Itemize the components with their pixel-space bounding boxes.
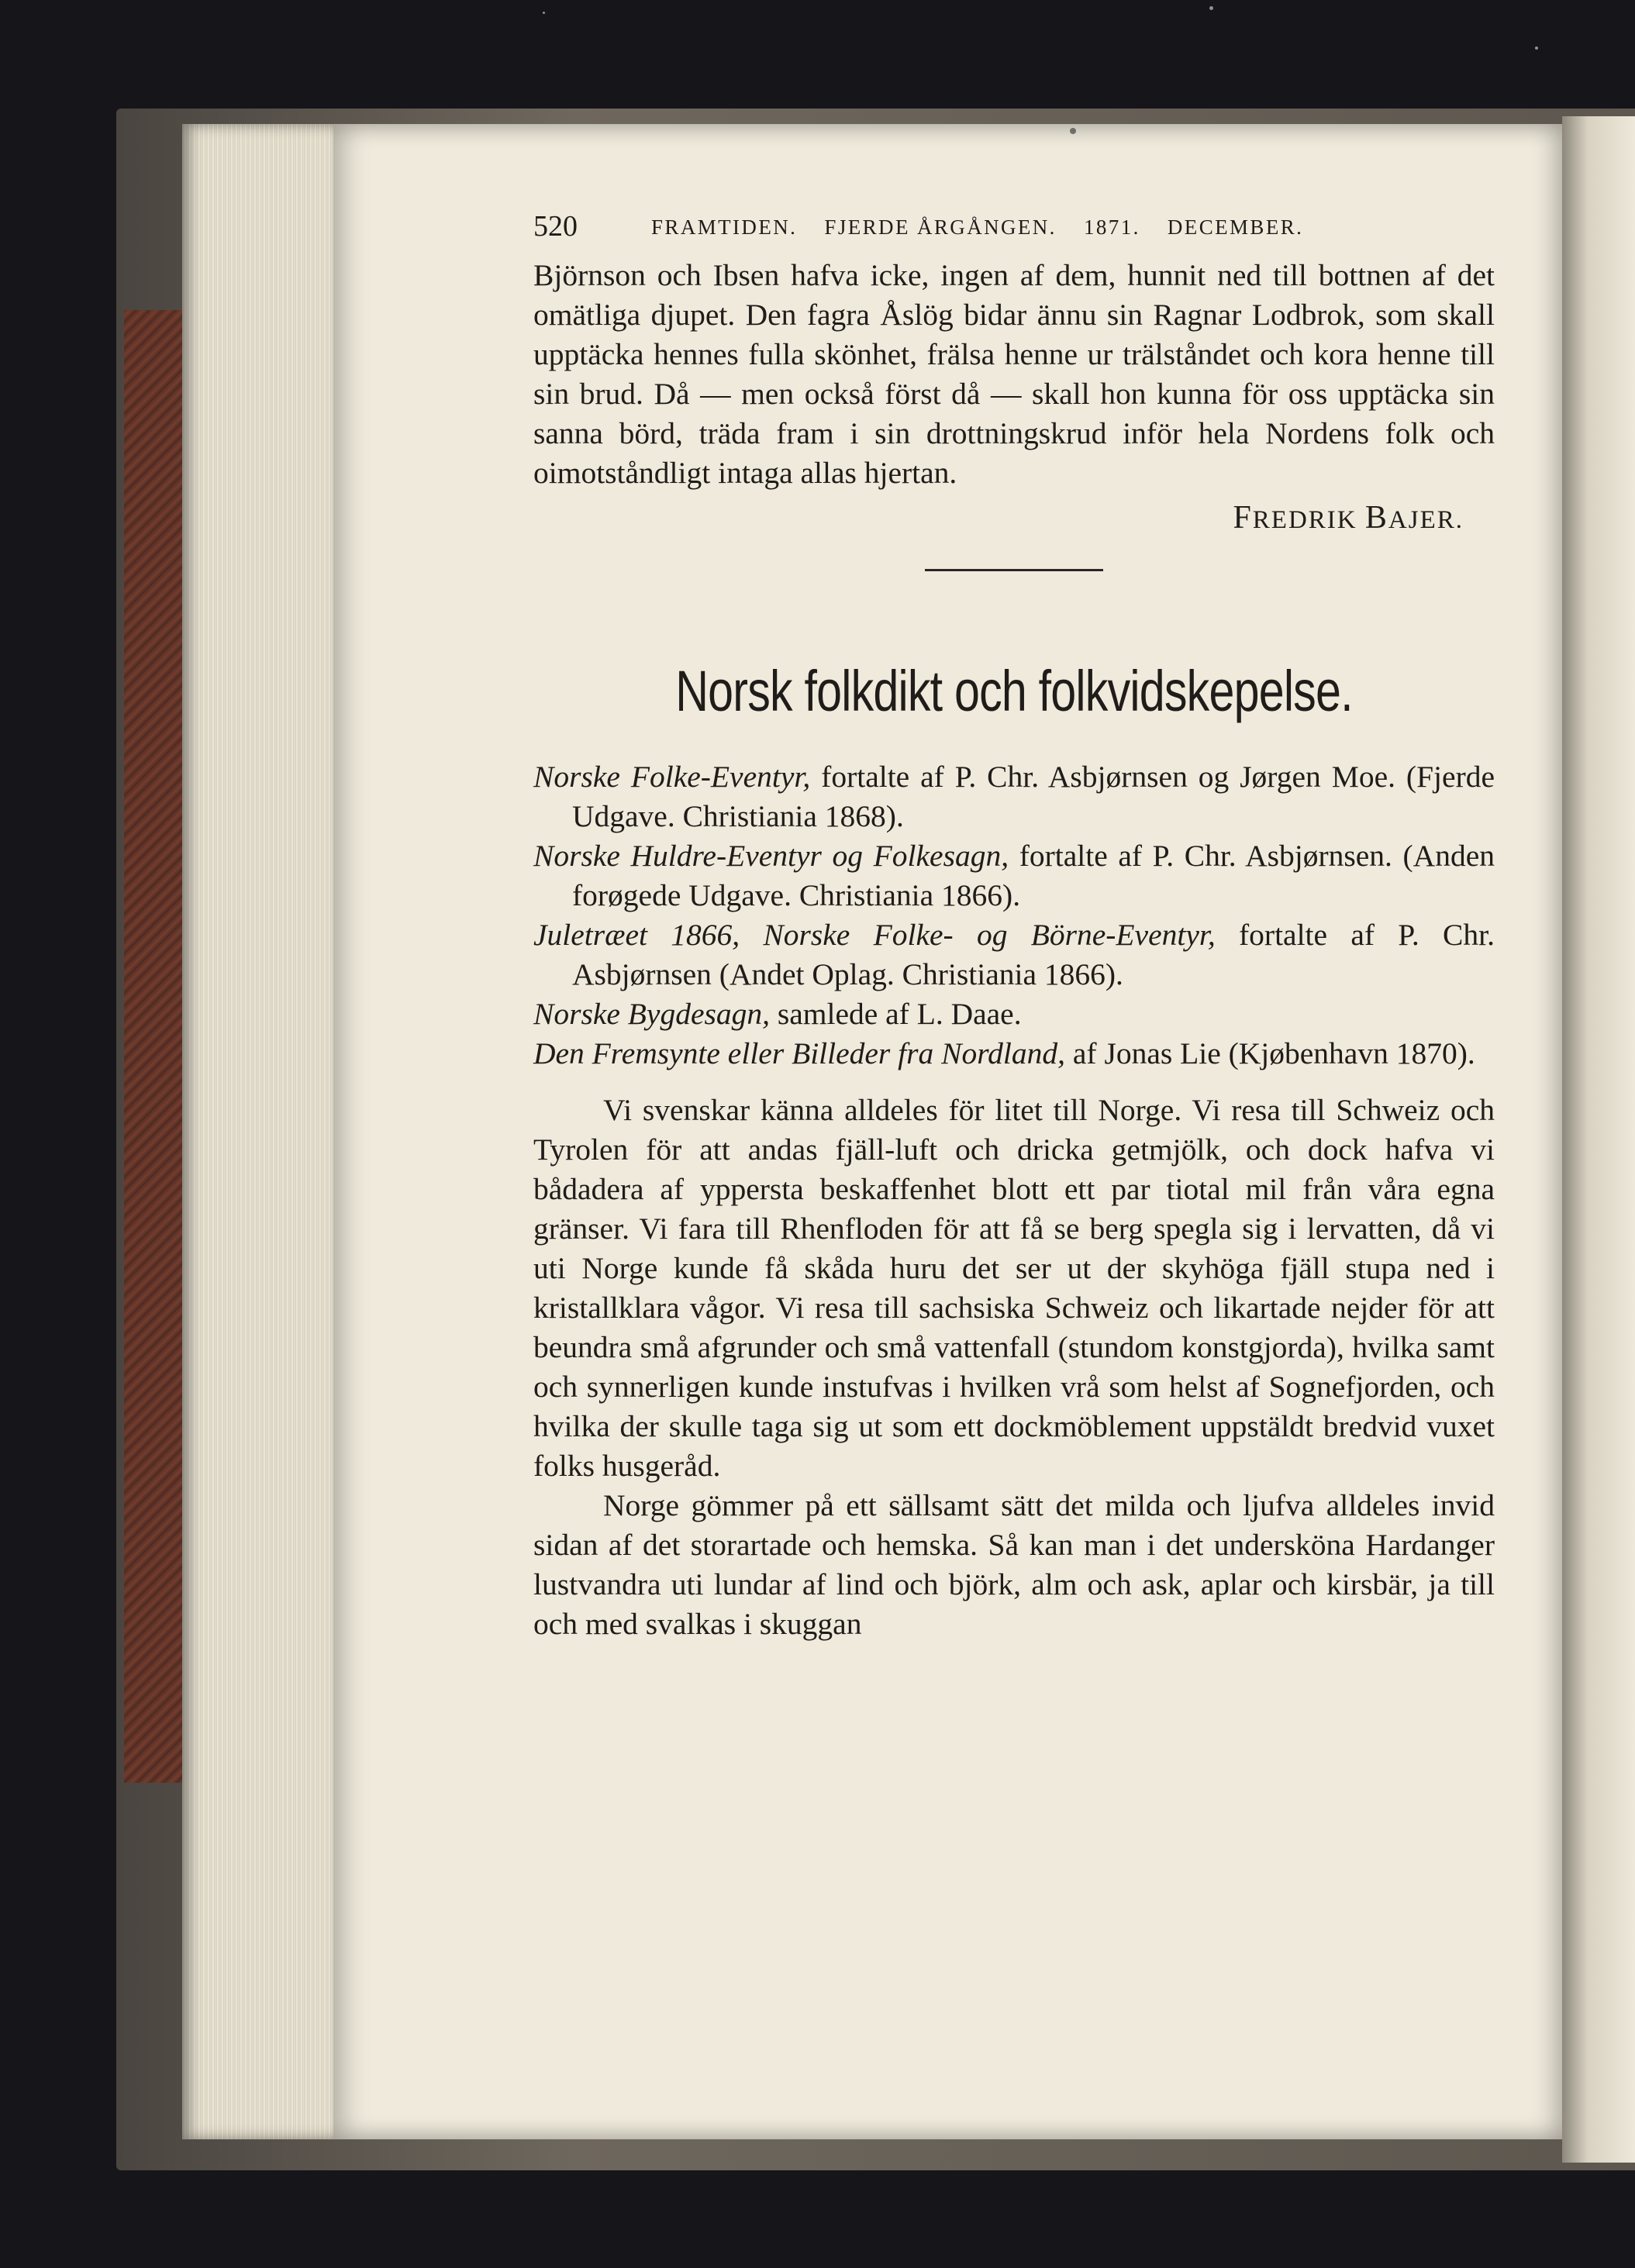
running-header	[533, 209, 1495, 256]
page-edges	[182, 124, 337, 2139]
entry-details: af Jonas Lie (Kjøbenhavn 1870).	[1065, 1036, 1475, 1070]
bibliography-entry	[533, 915, 1495, 994]
volume-label: FJERDE ÅRGÅNGEN.	[824, 215, 1057, 239]
bibliography-entry	[533, 994, 1495, 1034]
entry-details: samlede af L. Daae.	[769, 997, 1022, 1031]
opening-paragraph: Björnson och Ibsen hafva icke, ingen af dem, hunnit ned till bottnen af det omätliga djupet. Den fagra Åslög bidar ännu sin Ragnar Lodbrok, som skall upptäcka hennes fulla skönhet, frälsa henne ur trälståndet och kora henne till sin brud. Då — men också först då — skall hon kunna för oss upptäcka sin sanna börd, träda fram i sin drottningskrud inför hela Nordens folk och oimotståndligt intaga allas hjertan.	[533, 258, 1495, 490]
entry-details: fortalte af P. Chr. Asbjørnsen (Andet Oplag. Christiania 1866).	[572, 918, 1495, 991]
signature-first-name: REDRIK	[1252, 506, 1357, 534]
signature-initial: B	[1364, 500, 1388, 536]
article-body	[533, 1091, 1495, 1644]
page-content	[533, 209, 1495, 1644]
signature-last-name: AJER.	[1388, 506, 1464, 534]
page-number: 520	[533, 210, 578, 243]
body-paragraph: Vi svenskar känna alldeles för litet till Norge. Vi resa till Schweiz och Tyrolen för att andas fjäll-luft och dricka getmjölk, och dock hafva vi bådadera af yppersta beskaffenhet blott ett par tiotal mil från våra egna gränser. Vi fara till Rhenfloden för att få se berg spegla sig i lervatten, då vi uti Norge kunde få skåda huru det ser ut der skyhöga fjäll stupa ned i kristallklara vågor. Vi resa till sachsiska Schweiz och likartade nejder för att beundra små afgrunder och små vattenfall (stundom konstgjorda), hvilka samt och synnerligen kunde instufvas i hvilken vrå som helst af Sognefjorden, och hvilka der skulle taga sig ut som ett dockmöblement uppstäldt bredvid vuxet folks husgeråd.	[533, 1093, 1495, 1483]
entry-title: Den Fremsynte eller Billeder fra Nordland,	[533, 1036, 1066, 1070]
author-signature	[533, 499, 1464, 538]
entry-title: Norske Folke-Eventyr,	[533, 760, 811, 794]
entry-title: Norske Bygdesagn,	[533, 997, 770, 1031]
entry-title: Norske Huldre-Eventyr og Folkesagn,	[533, 839, 1009, 873]
speck	[1535, 47, 1538, 50]
bibliography-entry	[533, 836, 1495, 915]
speck	[1209, 6, 1213, 10]
year-label: 1871.	[1084, 215, 1140, 239]
facing-page-edge	[1562, 116, 1635, 2163]
entry-details: fortalte af P. Chr. Asbjørnsen. (Anden forøgede Udgave. Christiania 1866).	[572, 839, 1495, 912]
bibliography	[533, 757, 1495, 1074]
journal-name: FRAMTIDEN.	[651, 215, 798, 239]
entry-details: fortalte af P. Chr. Asbjørnsen og Jørgen Moe. (Fjerde Udgave. Christiania 1868).	[572, 760, 1495, 833]
month-label: DECEMBER.	[1167, 215, 1304, 239]
bibliography-entry	[533, 757, 1495, 836]
section-divider	[925, 569, 1103, 571]
speck	[1070, 128, 1076, 134]
body-paragraph: Norge gömmer på ett sällsamt sätt det milda och ljufva alldeles invid sidan af det storartade och hemska. Så kan man i det undersköna Hardanger lustvandra uti lundar af lind och björk, alm och ask, aplar och kirsbär, ja till och med svalkas i skuggan	[533, 1488, 1495, 1641]
entry-title: Juletræet 1866, Norske Folke- og Börne-Eventyr,	[533, 918, 1216, 952]
article-title: Norsk folkdikt och folkvidskepelse.	[675, 659, 1353, 723]
opening-text	[533, 256, 1495, 493]
signature-initial: F	[1233, 500, 1253, 536]
cover-marbling	[124, 310, 186, 1783]
bibliography-entry	[533, 1034, 1495, 1074]
running-title	[651, 215, 1323, 240]
speck	[543, 12, 545, 14]
